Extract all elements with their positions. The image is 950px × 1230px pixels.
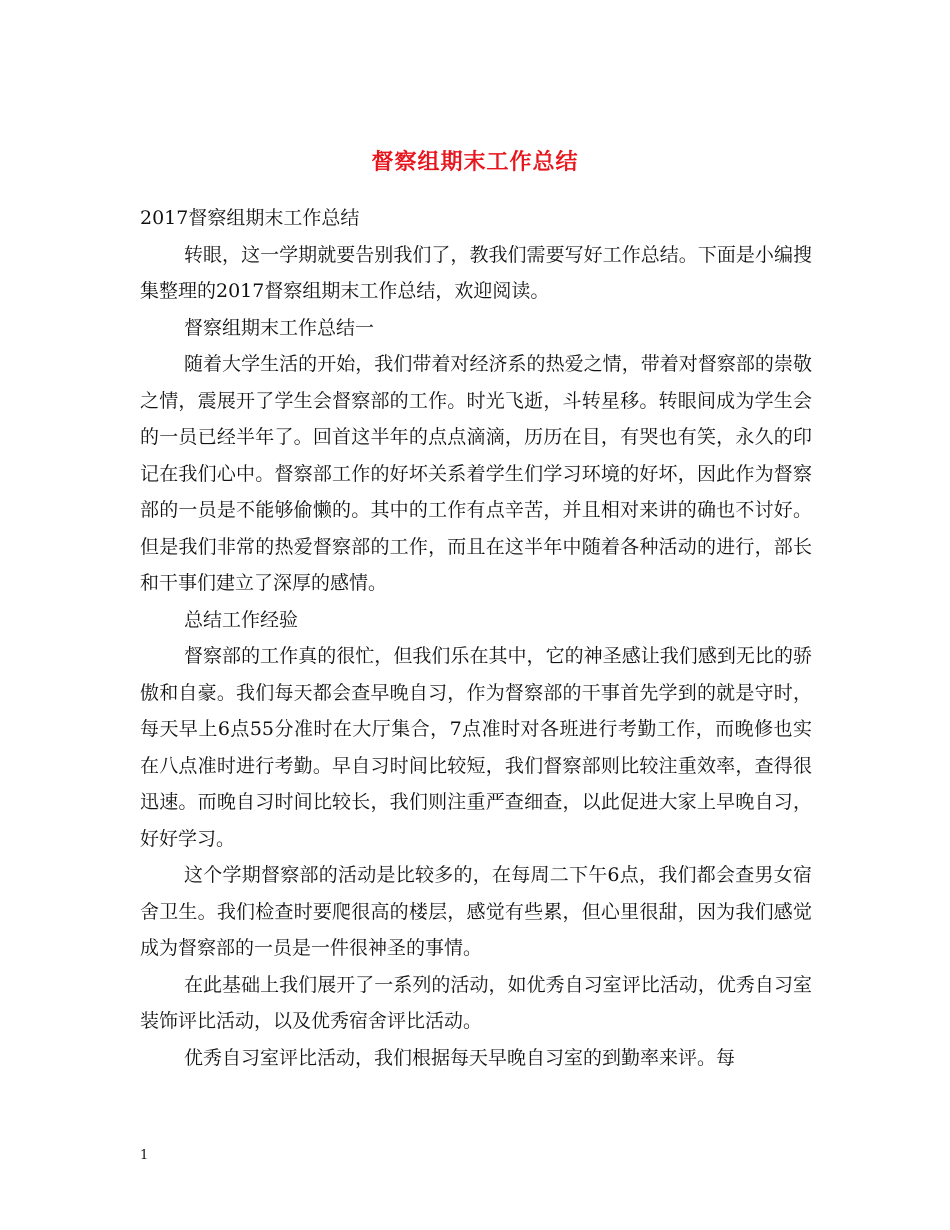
body-paragraph: 转眼，这一学期就要告别我们了，教我们需要写好工作总结。下面是小编搜集整理的2017督察组期末工作总结，欢迎阅读。: [140, 243, 812, 302]
body-paragraph: 这个学期督察部的活动是比较多的，在每周二下午6点，我们都会查男女宿舍卫生。我们检查时要爬很高的楼层，感觉有些累，但心里很甜，因为我们感觉成为督察部的一员是一件很神圣的事情。: [140, 864, 812, 959]
page-number: 1: [140, 1148, 149, 1163]
body-paragraph: 督察部的工作真的很忙，但我们乐在其中，它的神圣感让我们感到无比的骄傲和自豪。我们每天都会查早晚自习，作为督察部的干事首先学到的就是守时，每天早上6点55分准时在大厅集合，7点准时对各班进行考勤工作，而晚修也实在八点准时进行考勤。早自习时间比较短，我们督察部则比较注重效率，查得很迅速。而晚自习时间比较长，我们则注重严查细查，以此促进大家上早晚自习，好好学习。: [140, 645, 812, 850]
body-paragraph: 优秀自习室评比活动，我们根据每天早晚自习室的到勤率来评。每: [184, 1046, 736, 1069]
document-body: [140, 200, 812, 1076]
body-paragraph: 2017督察组期末工作总结: [140, 207, 360, 229]
body-paragraph: 随着大学生活的开始，我们带着对经济系的热爱之情，带着对督察部的崇敬之情，震展开了学生会督察部的工作。时光飞逝，斗转星移。转眼间成为学生会的一员已经半年了。回首这半年的点点滴滴，历历在目，有哭也有笑，永久的印记在我们心中。督察部工作的好坏关系着学生们学习环境的好坏，因此作为督察部的一员是不能够偷懒的。其中的工作有点辛苦，并且相对来讲的确也不讨好。但是我们非常的热爱督察部的工作，而且在这半年中随着各种活动的进行，部长和干事们建立了深厚的感情。: [140, 353, 812, 594]
document-title: 督察组期末工作总结: [371, 149, 579, 175]
section-heading: 督察组期末工作总结一: [184, 316, 375, 339]
body-paragraph: 在此基础上我们展开了一系列的活动，如优秀自习室评比活动，优秀自习室装饰评比活动，以及优秀宿舍评比活动。: [140, 973, 812, 1032]
section-heading: 总结工作经验: [184, 608, 299, 631]
